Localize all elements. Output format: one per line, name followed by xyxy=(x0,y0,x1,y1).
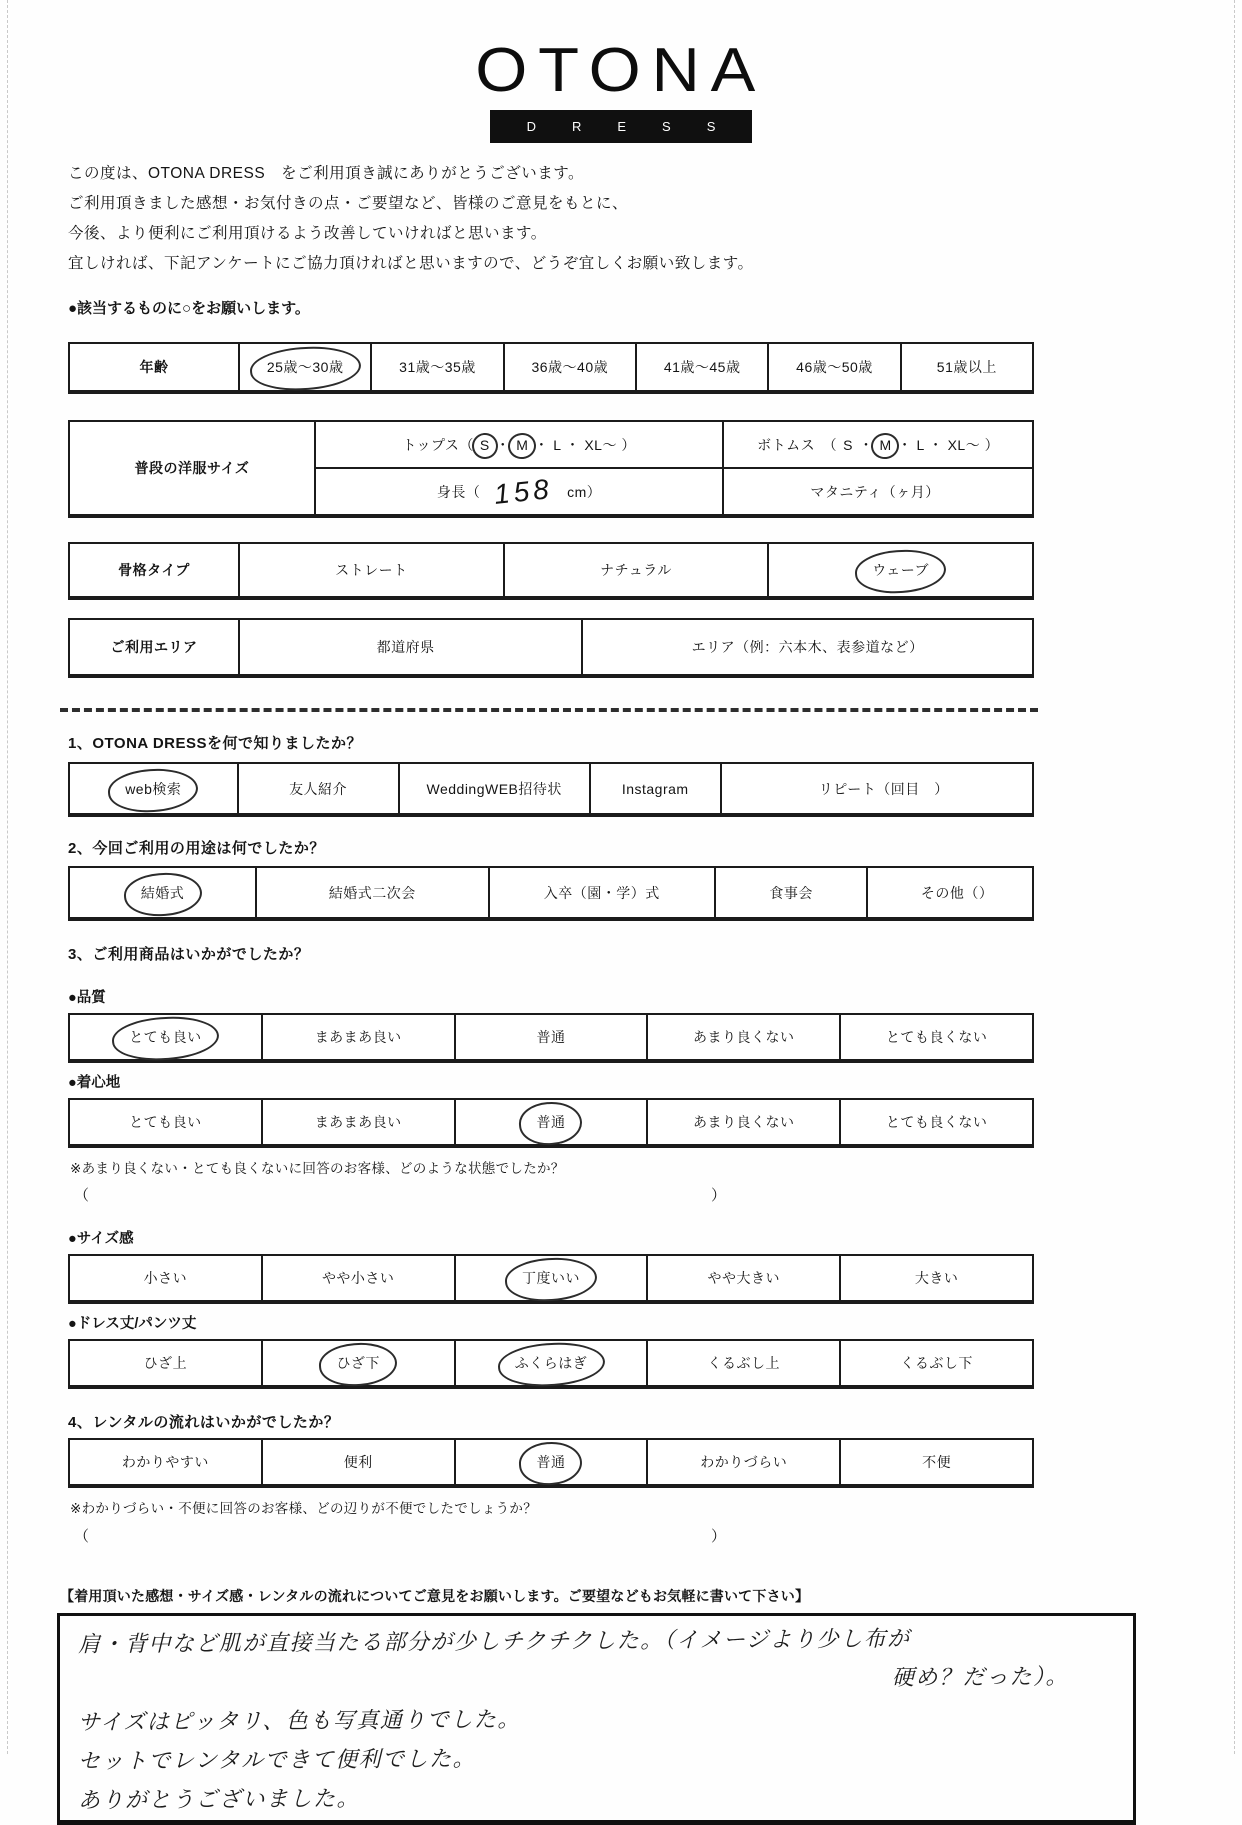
fit-option-cell: やや大きい xyxy=(648,1256,839,1300)
fit-option-cell: やや小さい xyxy=(263,1256,454,1300)
logo-dress-bar xyxy=(490,110,752,143)
skeleton-option-cell: ナチュラル xyxy=(505,544,768,596)
tops-size-cell: トップス（ S ・ M ・ L ・ XL～ ） xyxy=(316,422,722,467)
bottoms-size-cell: ボトムス （ S ・ M ・ L ・ XL～ ） xyxy=(724,422,1032,467)
scan-artifact-left xyxy=(7,0,8,1754)
quality-option-cell: とても良い xyxy=(70,1015,261,1059)
q4-option-cell: 便利 xyxy=(263,1440,454,1484)
length-label: ●ドレス丈/パンツ丈 xyxy=(68,1316,197,1332)
q4-option-cell: 不便 xyxy=(841,1440,1032,1484)
q4-table xyxy=(68,1438,1034,1488)
comfort-option-cell: とても良くない xyxy=(841,1100,1032,1144)
comfort-option-cell: とても良い xyxy=(70,1100,261,1144)
handwritten-comment-line: セットでレンタルできて便利でした。 xyxy=(77,1745,477,1774)
height-handwritten-value: 158 xyxy=(492,472,555,510)
quality-option-cell: あまり良くない xyxy=(648,1015,839,1059)
q2-table xyxy=(68,866,1034,921)
area-example-cell: エリア（例：六本木、表参道など） xyxy=(583,620,1032,674)
q1-option-cell: Instagram xyxy=(591,764,720,813)
handwritten-comment-line: 硬め？だった）。 xyxy=(891,1663,1070,1690)
instruction-heading: ●該当するものに○をお願いします。 xyxy=(68,300,310,317)
age-option-cell: 25歳～30歳 xyxy=(240,344,370,390)
q2-option-cell: 結婚式二次会 xyxy=(257,868,488,917)
length-option-cell: くるぶし上 xyxy=(648,1341,839,1385)
handwritten-comment-line: サイズはピッタリ、色も写真通りでした。 xyxy=(77,1706,521,1735)
fit-option-cell: 丁度いい xyxy=(456,1256,647,1300)
q1-option-cell: 友人紹介 xyxy=(239,764,398,813)
q1-table xyxy=(68,762,1034,817)
maternity-cell: マタニティ（ ヶ月） xyxy=(724,469,1032,514)
logo-subtext: DRESS xyxy=(526,119,752,134)
skeleton-header: 骨格タイプ xyxy=(70,544,238,596)
logo xyxy=(0,0,1242,143)
comfort-option-cell: まあまあ良い xyxy=(263,1100,454,1144)
q2-option-cell: 入卒（園・学）式 xyxy=(490,868,714,917)
comfort-label: ●着心地 xyxy=(68,1075,121,1091)
length-option-cell: くるぶし下 xyxy=(841,1341,1032,1385)
fit-option-cell: 大きい xyxy=(841,1256,1032,1300)
skeleton-option-cell: ウェーブ xyxy=(769,544,1032,596)
age-option-cell: 31歳～35歳 xyxy=(372,344,502,390)
intro-line: 今後、より便利にご利用頂けるよう改善していければと思います。 xyxy=(68,225,547,242)
length-option-cell: ふくらはぎ xyxy=(456,1341,647,1385)
age-option-cell: 41歳～45歳 xyxy=(637,344,767,390)
bottoms-size-m: M xyxy=(879,436,892,453)
skeleton-type-table xyxy=(68,542,1034,600)
handwritten-comment-line: ありがとうございました。 xyxy=(77,1785,361,1813)
area-header: ご利用エリア xyxy=(70,620,238,674)
handwritten-comment-line: 肩・背中など肌が直接当たる部分が少しチクチクした。（イメージより少し布が xyxy=(77,1625,911,1657)
quality-option-cell: とても良くない xyxy=(841,1015,1032,1059)
q2-title: 2、今回ご利用の用途は何でしたか？ xyxy=(68,840,325,857)
q1-option-cell: web検索 xyxy=(70,764,237,813)
age-option-cell: 46歳～50歳 xyxy=(769,344,899,390)
age-option-cell: 36歳～40歳 xyxy=(505,344,635,390)
intro-text xyxy=(68,159,1242,279)
intro-line: この度は、OTONA DRESS をご利用頂き誠にありがとうございます。 xyxy=(68,165,584,182)
age-table xyxy=(68,342,1034,394)
comfort-option-cell: あまり良くない xyxy=(648,1100,839,1144)
bottoms-size-s: S xyxy=(843,436,853,453)
q4-title: 4、レンタルの流れはいかがでしたか？ xyxy=(68,1414,340,1431)
q4-option-cell: わかりやすい xyxy=(70,1440,261,1484)
tops-size-s: S xyxy=(479,436,490,453)
prefecture-cell: 都道府県 xyxy=(240,620,581,674)
length-option-cell: ひざ上 xyxy=(70,1341,261,1385)
quality-option-cell: 普通 xyxy=(456,1015,647,1059)
height-cell: 身長（ 158 cm） xyxy=(316,469,722,514)
q4-option-cell: わかりづらい xyxy=(648,1440,839,1484)
fit-table xyxy=(68,1254,1034,1304)
quality-label: ●品質 xyxy=(68,990,106,1006)
intro-line: ご利用頂きました感想・お気付きの点・ご要望など、皆様のご意見をもとに、 xyxy=(68,195,629,212)
scan-artifact-right xyxy=(1234,0,1235,1754)
quality-option-cell: まあまあ良い xyxy=(263,1015,454,1059)
q4-option-cell: 普通 xyxy=(456,1440,647,1484)
q2-other-cell: その他（ ） xyxy=(868,868,1032,917)
comfort-table xyxy=(68,1098,1034,1148)
comfort-note: ※あまり良くない・とても良くないに回答のお客様、どのような状態でしたか？ xyxy=(70,1161,565,1176)
q2-option-cell: 結婚式 xyxy=(70,868,255,917)
q1-option-cell: WeddingWEB招待状 xyxy=(400,764,589,813)
intro-line: 宜しければ、下記アンケートにご協力頂ければと思いますので、どうぞ宜しくお願い致します。 xyxy=(68,255,754,272)
length-option-cell: ひざ下 xyxy=(263,1341,454,1385)
logo-wordmark: OTONA xyxy=(475,36,767,105)
comfort-answer-parens: （ ） xyxy=(74,1187,726,1204)
tops-size-m: M xyxy=(516,436,529,453)
size-header: 普段の洋服サイズ xyxy=(70,422,314,514)
age-option-cell: 51歳以上 xyxy=(902,344,1032,390)
clothing-size-table xyxy=(68,420,1034,518)
section-divider xyxy=(60,708,1038,712)
comments-box xyxy=(57,1613,1136,1825)
fit-label: ●サイズ感 xyxy=(68,1231,134,1247)
q4-answer-parens: （ ） xyxy=(74,1528,726,1545)
q1-title: 1、OTONA DRESSを何で知りましたか？ xyxy=(68,735,363,752)
q1-repeat-cell: リピート（ 回目 ） xyxy=(722,764,1032,813)
quality-table xyxy=(68,1013,1034,1063)
q3-title: 3、ご利用商品はいかがでしたか？ xyxy=(68,946,310,963)
usage-area-table xyxy=(68,618,1034,678)
q2-option-cell: 食事会 xyxy=(716,868,867,917)
fit-option-cell: 小さい xyxy=(70,1256,261,1300)
age-header: 年齢 xyxy=(70,344,238,390)
skeleton-option-cell: ストレート xyxy=(240,544,503,596)
length-table xyxy=(68,1339,1034,1389)
q4-note: ※わかりづらい・不便に回答のお客様、どの辺りが不便でしたでしょうか？ xyxy=(70,1501,538,1516)
comfort-option-cell: 普通 xyxy=(456,1100,647,1144)
comments-header: 【着用頂いた感想・サイズ感・レンタルの流れについてご意見をお願いします。ご要望などもお気軽に書いて下さい】 xyxy=(60,1588,810,1604)
